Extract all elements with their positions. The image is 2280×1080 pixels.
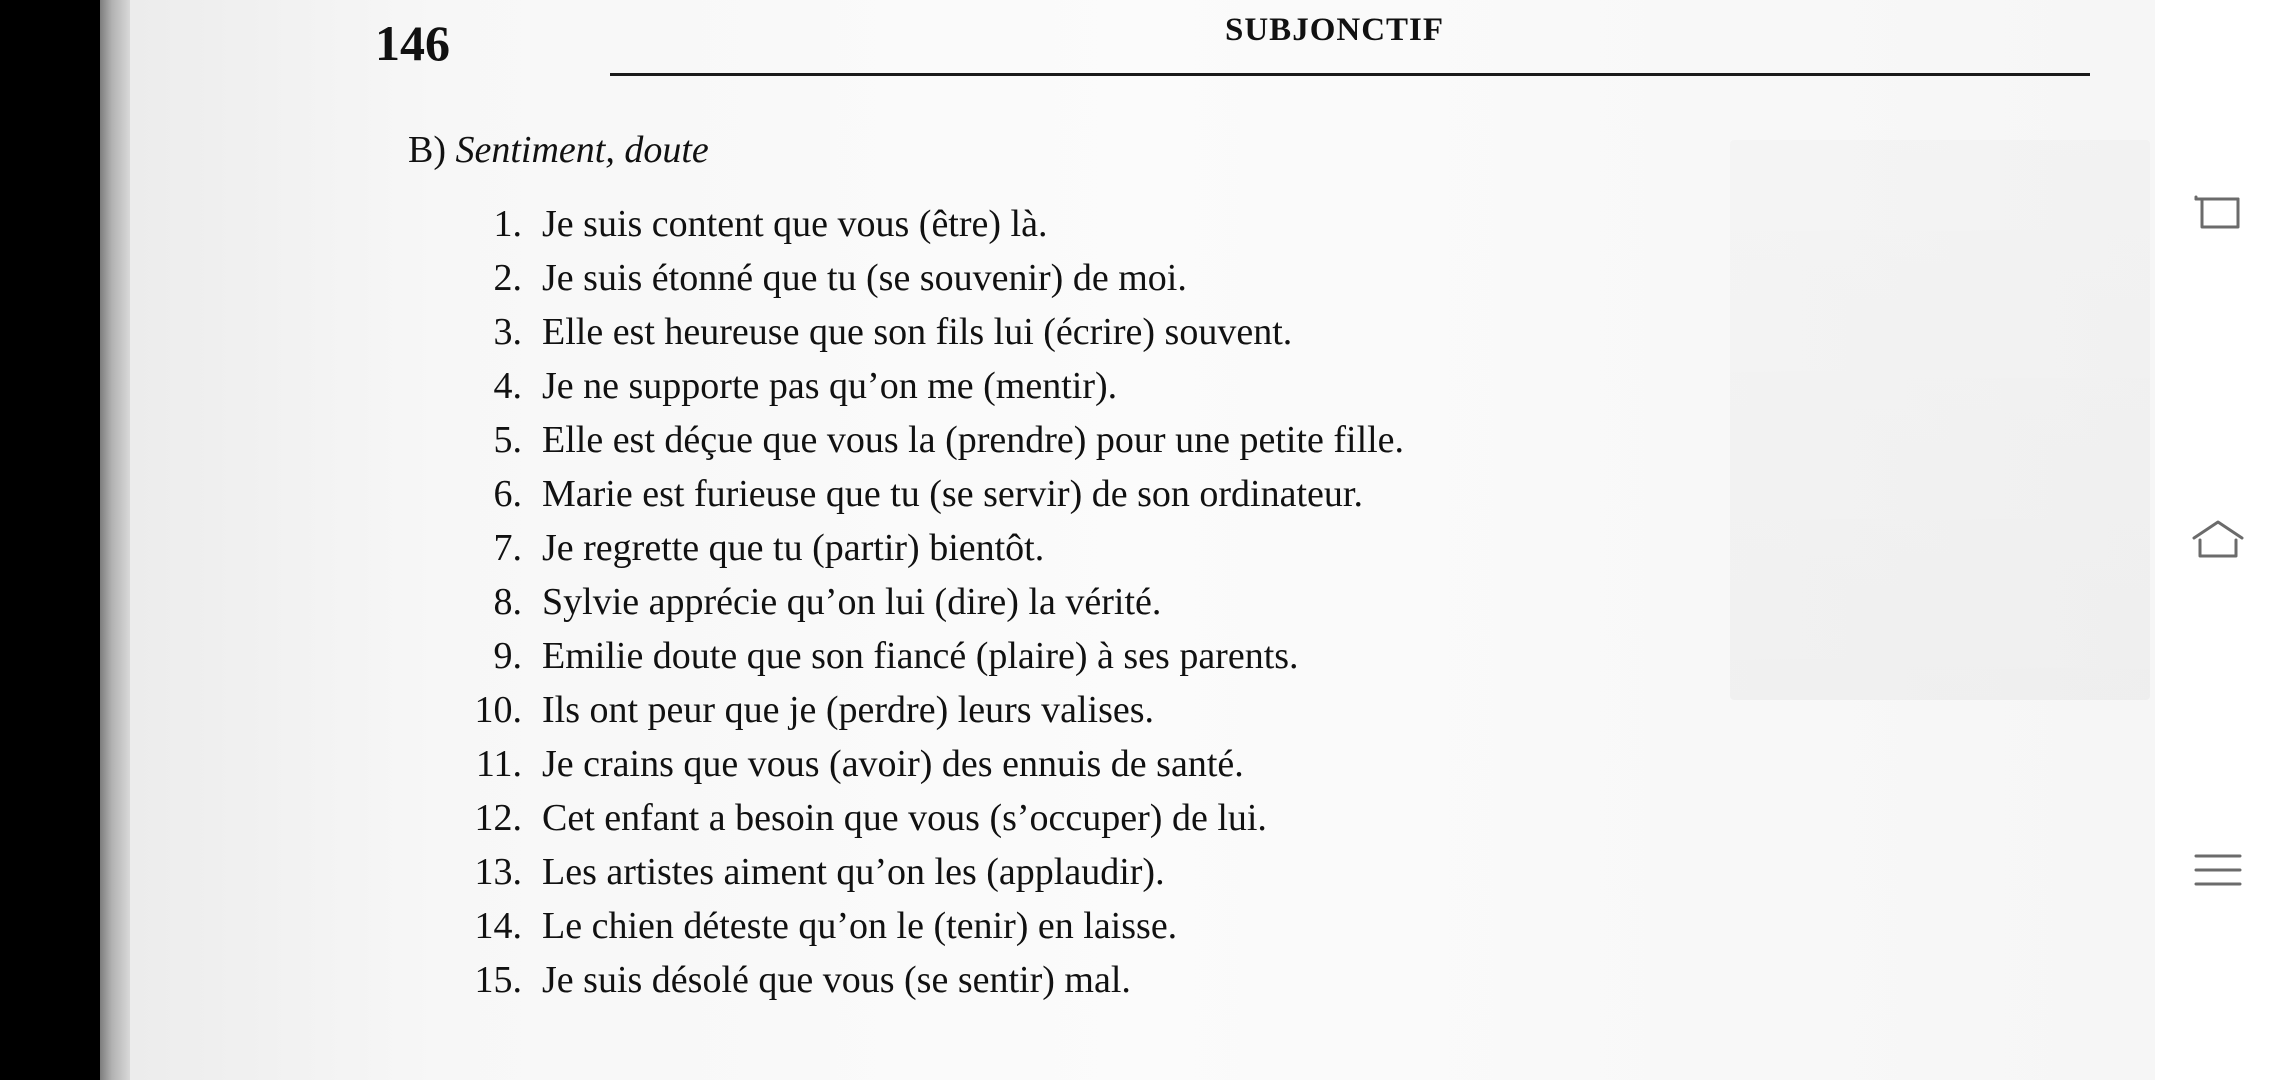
exercise-item — [440, 904, 1404, 958]
exercise-text: Je crains que vous (avoir) des ennuis de santé. — [542, 743, 1244, 785]
exercise-text: Ils ont peur que je (perdre) leurs valises. — [542, 689, 1155, 731]
home-icon — [2188, 518, 2248, 562]
scan-shadow-margin — [100, 0, 130, 1080]
exercise-text: Marie est furieuse que tu (se servir) de son ordinateur. — [542, 473, 1363, 515]
exercise-number: 3. — [493, 311, 522, 353]
exercise-number: 7. — [493, 527, 522, 569]
header-rule — [610, 73, 2090, 76]
exercise-text: Je suis content que vous (être) là. — [542, 203, 1048, 245]
section-label: B) — [408, 129, 446, 171]
exercise-item — [440, 580, 1404, 634]
exercise-number: 9. — [493, 635, 522, 677]
exercise-number: 14. — [474, 905, 522, 947]
exercise-text: Le chien déteste qu’on le (tenir) en laisse. — [542, 905, 1178, 947]
exercise-text: Je suis étonné que tu (se souvenir) de moi. — [542, 257, 1187, 299]
exercise-number: 10. — [474, 689, 522, 731]
exercise-text: Je regrette que tu (partir) bientôt. — [542, 527, 1045, 569]
section-title: Sentiment, doute — [455, 129, 709, 171]
exercise-item — [440, 688, 1404, 742]
back-icon — [2192, 193, 2244, 233]
exercise-item — [440, 958, 1404, 1012]
menu-button[interactable] — [2183, 835, 2253, 905]
exercise-number: 15. — [474, 959, 522, 1001]
exercise-number: 4. — [493, 365, 522, 407]
exercise-text: Je suis désolé que vous (se sentir) mal. — [542, 959, 1131, 1001]
exercise-text: Sylvie apprécie qu’on lui (dire) la vérité. — [542, 581, 1162, 623]
back-button[interactable] — [2183, 178, 2253, 248]
left-black-bar — [0, 0, 100, 1080]
running-head: SUBJONCTIF — [1225, 12, 1445, 48]
exercise-text: Cet enfant a besoin que vous (s’occuper) de lui. — [542, 797, 1267, 839]
exercise-number: 6. — [493, 473, 522, 515]
menu-icon — [2192, 850, 2244, 890]
exercise-item — [440, 364, 1404, 418]
exercise-item — [440, 850, 1404, 904]
exercise-text: Emilie doute que son fiancé (plaire) à ses parents. — [542, 635, 1299, 677]
exercise-number: 12. — [474, 797, 522, 839]
exercise-number: 1. — [493, 203, 522, 245]
navigation-bar — [2155, 0, 2280, 1080]
exercise-text: Les artistes aiment qu’on les (applaudir). — [542, 851, 1165, 893]
exercise-item — [440, 418, 1404, 472]
exercise-number: 13. — [474, 851, 522, 893]
exercise-item — [440, 256, 1404, 310]
exercise-number: 11. — [475, 743, 522, 785]
section-heading — [408, 128, 709, 172]
exercise-item — [440, 202, 1404, 256]
exercise-item — [440, 634, 1404, 688]
exercise-list — [440, 202, 1404, 1012]
exercise-item — [440, 742, 1404, 796]
page-number: 146 — [375, 15, 450, 71]
exercise-number: 2. — [493, 257, 522, 299]
bleed-through-shade — [1730, 140, 2150, 700]
exercise-text: Elle est heureuse que son fils lui (écrire) souvent. — [542, 311, 1293, 353]
exercise-item — [440, 472, 1404, 526]
home-button[interactable] — [2183, 505, 2253, 575]
exercise-text: Je ne supporte pas qu’on me (mentir). — [542, 365, 1118, 407]
exercise-number: 8. — [493, 581, 522, 623]
exercise-item — [440, 796, 1404, 850]
exercise-item — [440, 526, 1404, 580]
exercise-number: 5. — [493, 419, 522, 461]
exercise-item — [440, 310, 1404, 364]
exercise-text: Elle est déçue que vous la (prendre) pour une petite fille. — [542, 419, 1405, 461]
